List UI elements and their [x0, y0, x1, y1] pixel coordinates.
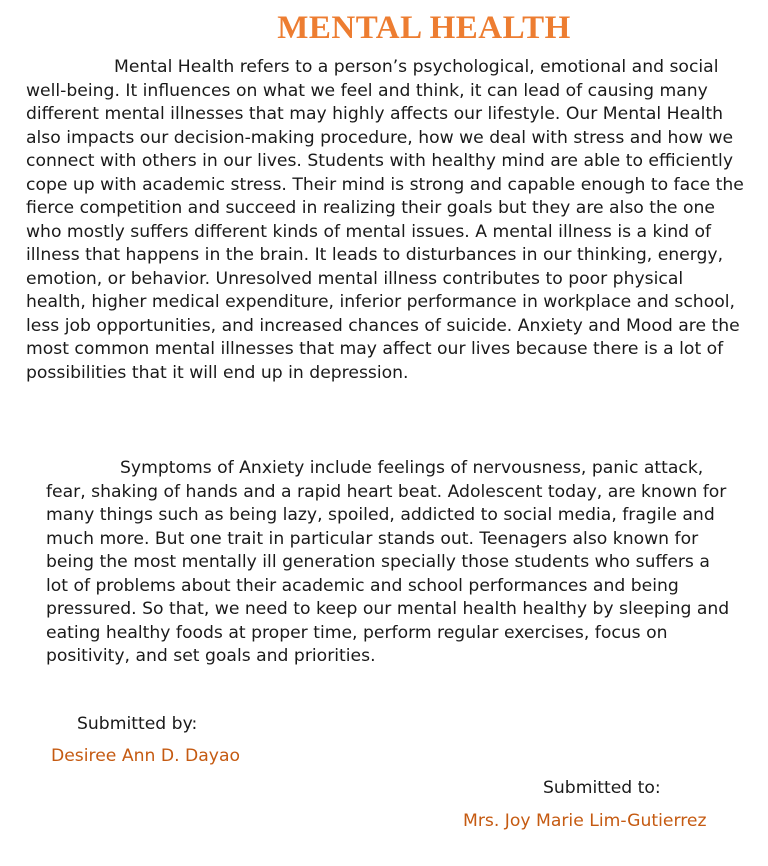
paragraph-anxiety: Symptoms of Anxiety include feelings of nervousness, panic attack, fear, shaking of hands and a rapid heart beat. Adolescent today, are known for many things such as being lazy, spoiled, addicted to social media, fragile and much more. But one trait in particular stands out. Teenagers also known for being the most mentally ill generation specially those students who suffers a lot of problems about their academic and school performances and being pressured. So that, we need to keep our mental health healthy by sleeping and eating healthy foods at proper time, perform regular exercises, focus on positivity, and set goals and priorities.: [46, 458, 730, 666]
document-title: MENTAL HEALTH: [277, 10, 571, 46]
submitted-to-name: Mrs. Joy Marie Lim-Gutierrez: [463, 811, 707, 831]
submitted-to-label: Submitted to:: [543, 778, 661, 798]
submitted-by-label: Submitted by:: [77, 714, 198, 734]
paragraph-intro: Mental Health refers to a person’s psychological, emotional and social well-being. It influences on what we feel and think, it can lead of causing many different mental illnesses that may highly affects our lifestyle. Our Mental Health also impacts our decision-making procedure, how we deal with stress and how we connect with others in our lives. Students with healthy mind are able to efficiently cope up with academic stress. Their mind is strong and capable enough to face the fierce competition and succeed in realizing their goals but they are also the one who mostly suffers different kinds of mental issues. A mental illness is a kind of illness that happens in the brain. It leads to disturbances in our thinking, energy, emotion, or behavior. Unresolved mental illness contributes to poor physical health, higher medical expenditure, inferior performance in workplace and school, less job opportunities, and increased chances of suicide. Anxiety and Mood are the most common mental illnesses that may affect our lives because there is a lot of possibilities that it will end up in depression.: [26, 57, 744, 383]
submitted-by-name: Desiree Ann D. Dayao: [51, 746, 240, 766]
